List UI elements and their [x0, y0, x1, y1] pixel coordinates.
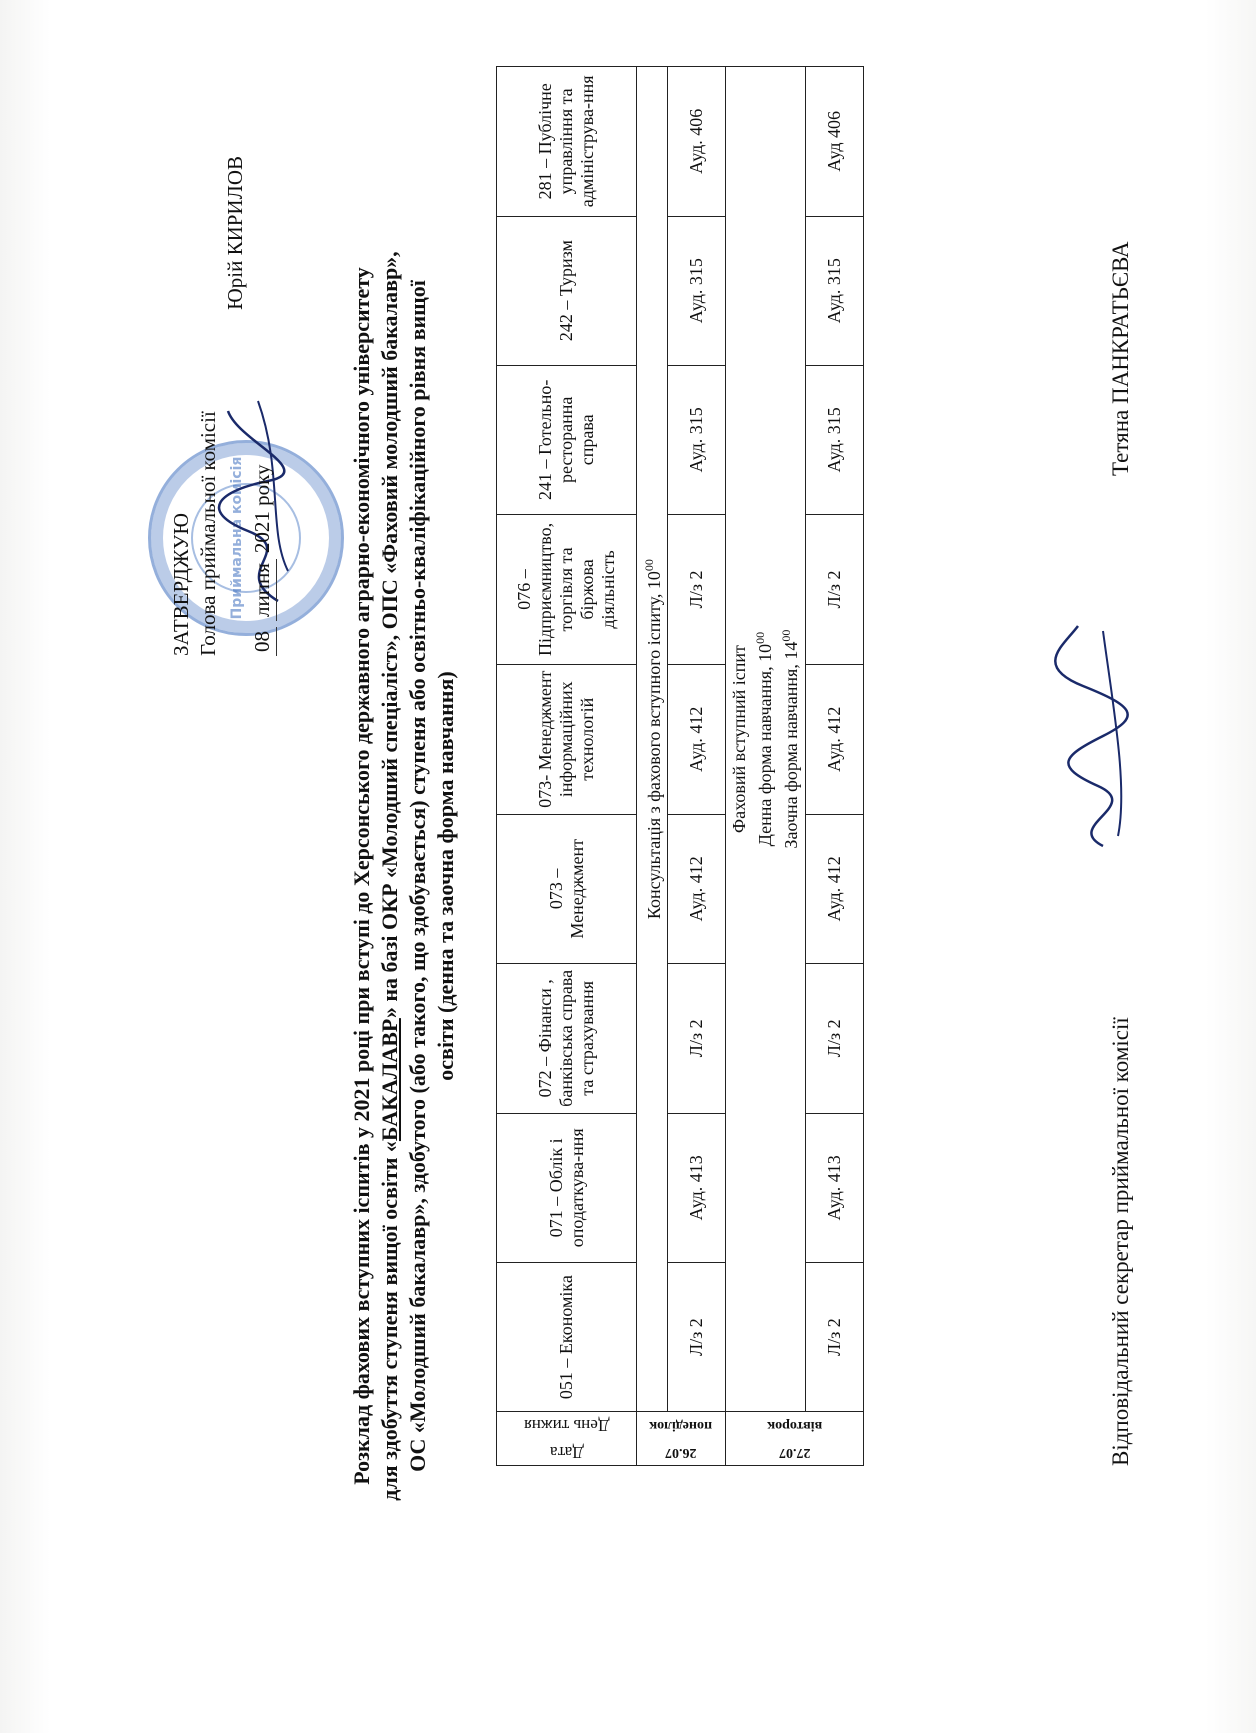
date-value: 27.07 [778, 1445, 811, 1461]
exam-note [726, 67, 806, 1412]
room-cell: Л/з 2 [668, 1262, 726, 1411]
secretary-name: Тетяна ПАНКРАТЬЄВА [1108, 241, 1133, 476]
consultation-text: Консультація з фахового вступного іспиту, 10 [644, 571, 664, 920]
consultation-time-sup: 00 [642, 559, 656, 572]
exam-part-text: Заочна форма навчання, 14 [781, 641, 801, 849]
room-cell: Ауд 406 [806, 67, 864, 217]
room-cell: Ауд. 412 [668, 664, 726, 814]
room-cell: Ауд. 315 [806, 365, 864, 514]
header-weekday: День тижня [523, 1415, 610, 1435]
header-specialty: 051 – Економіка [497, 1262, 637, 1411]
header-specialty: 072 – Фінанси , банківська справа та страхування [497, 964, 637, 1113]
document-page [58, 66, 1198, 1666]
exam-day-time-sup: 00 [753, 631, 767, 644]
table-row [668, 67, 726, 1466]
exam-schedule-table [496, 66, 864, 1466]
table-header-row [497, 67, 637, 1466]
approval-date [249, 116, 277, 656]
title-line-3: ОС «Молодший бакалавр», здобутого (або такого, що здобувається) ступеня або освітньо-кваліфікаційного рівня вищої [405, 280, 430, 1472]
exam-part-time-form [776, 71, 802, 1407]
room-cell: Ауд. 413 [668, 1113, 726, 1262]
approval-heading: ЗАТВЕРДЖУЮ [169, 513, 193, 656]
exam-title: Фаховий вступний іспит [729, 645, 749, 834]
exam-row [726, 67, 806, 1466]
approval-name: Юрій КИРИЛОВ [223, 156, 247, 310]
table-row [806, 67, 864, 1466]
footer-signatures [1108, 66, 1134, 1466]
approval-role: Голова приймальної комісії [196, 411, 220, 656]
weekday-value: вівторок [766, 1417, 823, 1433]
title-line-2-c: » на базі ОКР «Молодший спеціаліст», ОПС «Фаховий молодший бакалавр», [377, 251, 402, 1019]
date-cell-monday [637, 1412, 726, 1466]
title-line-2 [376, 126, 404, 1626]
room-cell: Л/з 2 [806, 514, 864, 664]
room-cell: Ауд. 406 [668, 67, 726, 217]
title-degree: БАКАЛАВР [377, 1018, 402, 1142]
date-cell-tuesday [726, 1412, 864, 1466]
secretary-role: Відповідальний секретар приймальної комісії [1108, 1017, 1133, 1466]
room-cell: Л/з 2 [668, 514, 726, 664]
room-cell: Ауд. 412 [806, 664, 864, 814]
room-cell: Л/з 2 [806, 1262, 864, 1411]
header-specialty: 242 – Туризм [497, 216, 637, 365]
seal-text: Приймальна комісія [229, 456, 245, 620]
header-specialty: 071 – Облік і оподаткува-ння [497, 1113, 637, 1262]
room-cell: Ауд. 412 [806, 814, 864, 964]
header-date: Дата [549, 1443, 584, 1463]
title-line-4: освіти (денна та заочна форма навчання) [433, 671, 458, 1081]
room-cell: Ауд. 315 [668, 216, 726, 365]
exam-day-form [750, 71, 776, 1407]
approval-date-day: 08 [249, 627, 277, 656]
room-cell: Ауд. 315 [806, 216, 864, 365]
room-cell: Ауд. 315 [668, 365, 726, 514]
header-specialty: 241 – Готельно-ресторанна справа [497, 365, 637, 514]
header-specialty: 073 – Менеджмент [497, 814, 637, 964]
header-date-weekday [497, 1412, 637, 1466]
exam-day-text: Денна форма навчання, 10 [755, 643, 775, 847]
approval-block [168, 116, 277, 656]
rotated-document [58, 66, 1198, 1666]
header-specialty: 281 – Публічне управління та адмініструва-ння [497, 67, 637, 217]
exam-part-time-sup: 00 [779, 629, 793, 642]
weekday-value: понеділок [649, 1417, 713, 1433]
room-cell: Л/з 2 [668, 964, 726, 1113]
consultation-row [637, 67, 668, 1466]
header-specialty: 073- Менеджмент інформаційних технологій [497, 664, 637, 814]
header-specialty: 076 – Підприємництво, торгівля та біржова діяльність [497, 514, 637, 664]
room-cell: Ауд. 413 [806, 1113, 864, 1262]
title-line-2-a: для здобуття ступеня вищої освіти « [377, 1141, 402, 1501]
date-value: 26.07 [665, 1445, 697, 1461]
room-cell: Ауд. 412 [668, 814, 726, 964]
room-cell: Л/з 2 [806, 964, 864, 1113]
consultation-note [637, 67, 668, 1412]
approval-date-month: липня [249, 559, 277, 621]
secretary-signature [1043, 616, 1153, 856]
title-line-1: Розклад фахових вступних іспитів у 2021 році при вступі до Херсонського державного аграрно-економічного університету [349, 267, 374, 1485]
document-title [348, 126, 460, 1626]
approval-date-year: 2021 року [250, 464, 274, 554]
